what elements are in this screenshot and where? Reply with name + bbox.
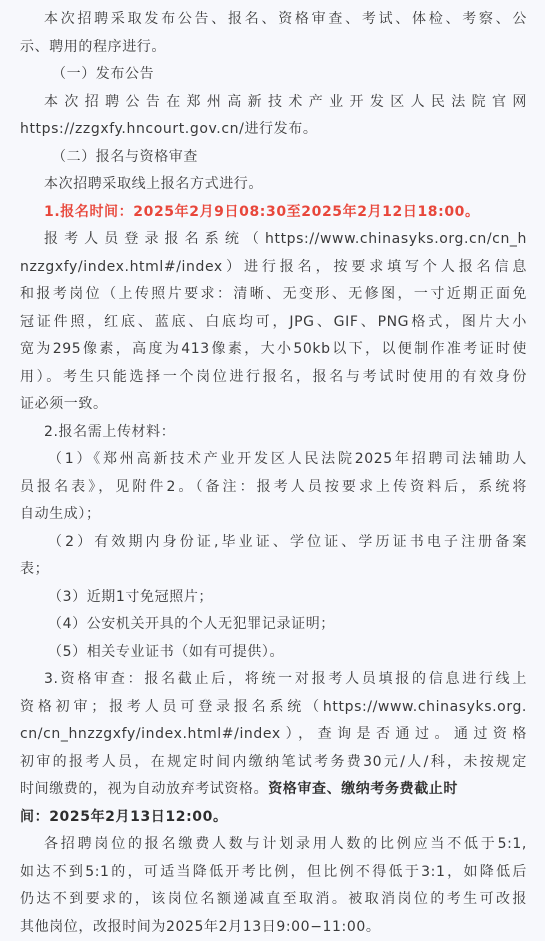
registration-line-1: 报考人员登录报名系统（https://www.chinasyks.org.cn/cn_h: [44, 231, 527, 247]
ratio-line-3: 仍达不到要求的，该岗位名额递减直至取消。被取消岗位的考生可改报: [20, 891, 527, 907]
material-5: （5）相关专业证书（如有可提供）。: [48, 643, 285, 660]
section-1-heading: （一）发布公告: [52, 66, 155, 82]
section-2-heading: （二）报名与资格审查: [52, 148, 198, 165]
review-line-5: [0, 776, 545, 804]
section-1-line-1: 本次招聘公告在郑州高新技术产业开发区人民法院官网: [44, 93, 527, 110]
intro-line-1: 本次招聘采取发布公告、报名、资格审查、考试、体检、考察、公: [44, 11, 527, 27]
material-3: （3）近期1寸免冠照片；: [48, 588, 214, 605]
review-line-1: 3.资格审查：报名截止后，将统一对报考人员填报的信息进行线上: [44, 671, 527, 687]
material-1-line-3: 自动生成）；: [20, 506, 101, 522]
ratio-line-4: 其他岗位，改报时间为2025年2月13日9:00−11:00。: [20, 918, 381, 935]
registration-line-5: 宽为295像素，高度为413像素，大小50kb以下，以便制作准考证时使: [20, 341, 527, 357]
material-2-line-1: （2）有效期内身份证,毕业证、学位证、学历证书电子注册备案: [48, 533, 527, 550]
review-line-2: 资格初审；报考人员可登录报名系统（https://www.chinasyks.org.: [20, 698, 527, 715]
intro-line-2: 示、聘用的程序进行。: [20, 38, 166, 55]
review-line-3: cn/cn_hnzzgxfy/index.html#/index），查询是否通过。通过资格: [20, 726, 527, 742]
registration-line-3: 和报考岗位（上传照片要求：清晰、无变形、无修图，一寸近期正面免: [20, 286, 527, 302]
material-1-line-2: 员报名表》，见附件2。（备注：报考人员按要求上传资料后，系统将: [20, 478, 527, 495]
section-2-intro: 本次招聘采取线上报名方式进行。: [44, 176, 263, 192]
registration-line-4: 冠证件照，红底、蓝底、白底均可，JPG、GIF、PNG格式，图片大小: [20, 313, 527, 330]
materials-heading: 2.报名需上传材料：: [44, 423, 176, 440]
review-line-4: 初审的报考人员，在规定时间内缴纳笔试考务费30元/人/科，未按规定: [20, 753, 527, 770]
registration-line-2: nzzgxfy/index.html#/index）进行报名，按要求填写个人报名信息: [20, 258, 527, 275]
court-website-link[interactable]: https://zzgxfy.hncourt.gov.cn/进行发布。: [20, 121, 318, 137]
registration-time: 1.报名时间：2025年2月9日08:30至2025年2月12日18:00。: [44, 203, 480, 220]
registration-line-7: 证必须一致。: [20, 396, 108, 412]
review-deadline-bold: 资格审查、缴纳考务费截止时: [268, 781, 459, 797]
registration-line-6: 用）。考生只能选择一个岗位进行报名，报名与考试时使用的有效身份: [20, 368, 527, 385]
review-line-5-normal: 时间缴费的，视为自动放弃考试资格。: [20, 781, 269, 797]
material-1-line-1: （1）《郑州高新技术产业开发区人民法院2025年招聘司法辅助人: [48, 451, 527, 467]
material-2-line-2: 表；: [20, 561, 50, 577]
ratio-line-2: 如达不到5:1的，可适当降低开考比例，但比例不得低于3:1，如降低后: [20, 863, 527, 880]
ratio-line-1: 各招聘岗位的报名缴费人数与计划录用人数的比例应当不低于5:1,: [44, 836, 527, 852]
material-4: （4）公安机关开具的个人无犯罪记录证明；: [48, 616, 335, 632]
review-deadline-time: 间：2025年2月13日12:00。: [20, 808, 228, 825]
